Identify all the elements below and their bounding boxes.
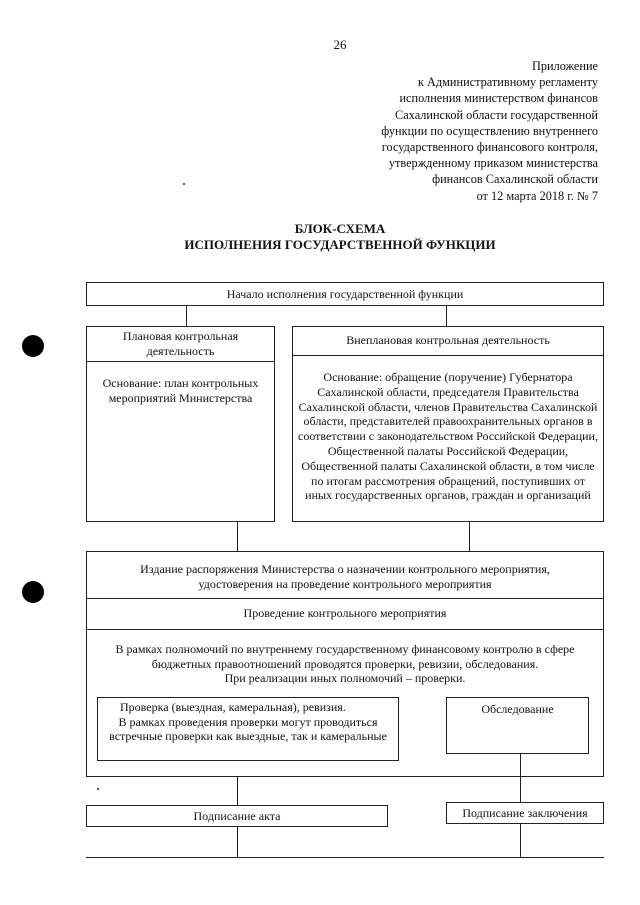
title-line-2: ИСПОЛНЕНИЯ ГОСУДАРСТВЕННОЙ ФУНКЦИИ xyxy=(184,237,496,252)
inspection-title: Проверка (выездная, камеральная), ревизия. xyxy=(120,700,346,714)
scan-speck xyxy=(97,788,99,790)
unplanned-heading: Внеплановая контрольная деятельность xyxy=(293,327,603,356)
planned-basis: Основание: план контрольных мероприятий Министерства xyxy=(102,376,259,405)
start-box xyxy=(86,282,604,306)
connector-planned-order xyxy=(237,522,238,551)
connector-conclusion-bottom xyxy=(520,824,521,857)
connector-start-planned xyxy=(186,306,187,326)
appendix-line: исполнения министерством финансов xyxy=(399,91,598,106)
appendix-line: Приложение xyxy=(532,59,598,73)
connector-survey-conclusion xyxy=(520,754,521,802)
unplanned-box xyxy=(292,326,604,522)
sign-conclusion-box xyxy=(446,802,604,824)
connector-unplanned-order xyxy=(469,522,470,551)
unplanned-basis: Основание: обращение (поручение) Губернатора Сахалинской области, председателя Правительства Сахалинской области, членов Правительства Сахалинской области, представителей правоохранительных органов в соответствии с законодательством Российской Федерации, Общественной палаты Российской Федерации, Общественной палаты Сахалинской области, в том числе по итогам рассмотрения обращений, поступивших от иных государственных органов, граждан и организаций xyxy=(298,370,598,503)
page-number: 26 xyxy=(333,37,347,52)
order-text: Издание распоряжения Министерства о назначении контрольного мероприятия, удостоверения на проведение контрольного мероприятия xyxy=(87,552,603,599)
appendix-line: от 12 марта 2018 г. № 7 xyxy=(476,188,598,203)
appendix-line: функции по осуществлению внутреннего xyxy=(381,123,598,138)
binder-hole-top xyxy=(22,335,44,357)
planned-box xyxy=(86,326,275,522)
inspection-box xyxy=(97,697,399,761)
appendix-line: к Административному регламенту xyxy=(417,75,598,90)
inspection-note: В рамках проведения проверки могут проводиться встречные проверки как выездные, так и камеральные xyxy=(109,714,387,744)
scan-speck xyxy=(183,183,185,185)
survey-label: Обследование xyxy=(481,702,554,716)
powers-line-1: В рамках полномочий по внутреннему государственному финансовому контролю в сфере бюджетных правоотношений проводятся проверки, ревизии, обследования. xyxy=(115,642,575,671)
start-box-label: Начало исполнения государственной функции xyxy=(226,287,464,301)
appendix-block xyxy=(318,58,598,204)
sign-conclusion-label: Подписание заключения xyxy=(462,806,588,820)
appendix-line: финансов Сахалинской области xyxy=(432,172,598,187)
appendix-line: утвержденному приказом министерства xyxy=(388,156,598,171)
survey-box xyxy=(446,697,589,754)
connector-act-bottom xyxy=(237,827,238,857)
title-line-1: БЛОК-СХЕМА xyxy=(294,221,386,236)
page-title xyxy=(120,221,560,253)
sign-act-box xyxy=(86,805,388,827)
conduct-text: Проведение контрольного мероприятия xyxy=(87,599,603,630)
binder-hole-bottom xyxy=(22,581,44,603)
planned-heading: Плановая контрольная деятельность xyxy=(87,327,274,362)
sign-act-label: Подписание акта xyxy=(193,809,281,823)
connector-start-unplanned xyxy=(446,306,447,326)
powers-line-2: При реализации иных полномочий – проверки. xyxy=(224,671,466,686)
connector-inspection-act xyxy=(237,777,238,805)
appendix-line: государственного финансового контроля, xyxy=(381,140,598,155)
bottom-line xyxy=(86,857,604,858)
appendix-line: Сахалинской области государственной xyxy=(395,107,598,122)
